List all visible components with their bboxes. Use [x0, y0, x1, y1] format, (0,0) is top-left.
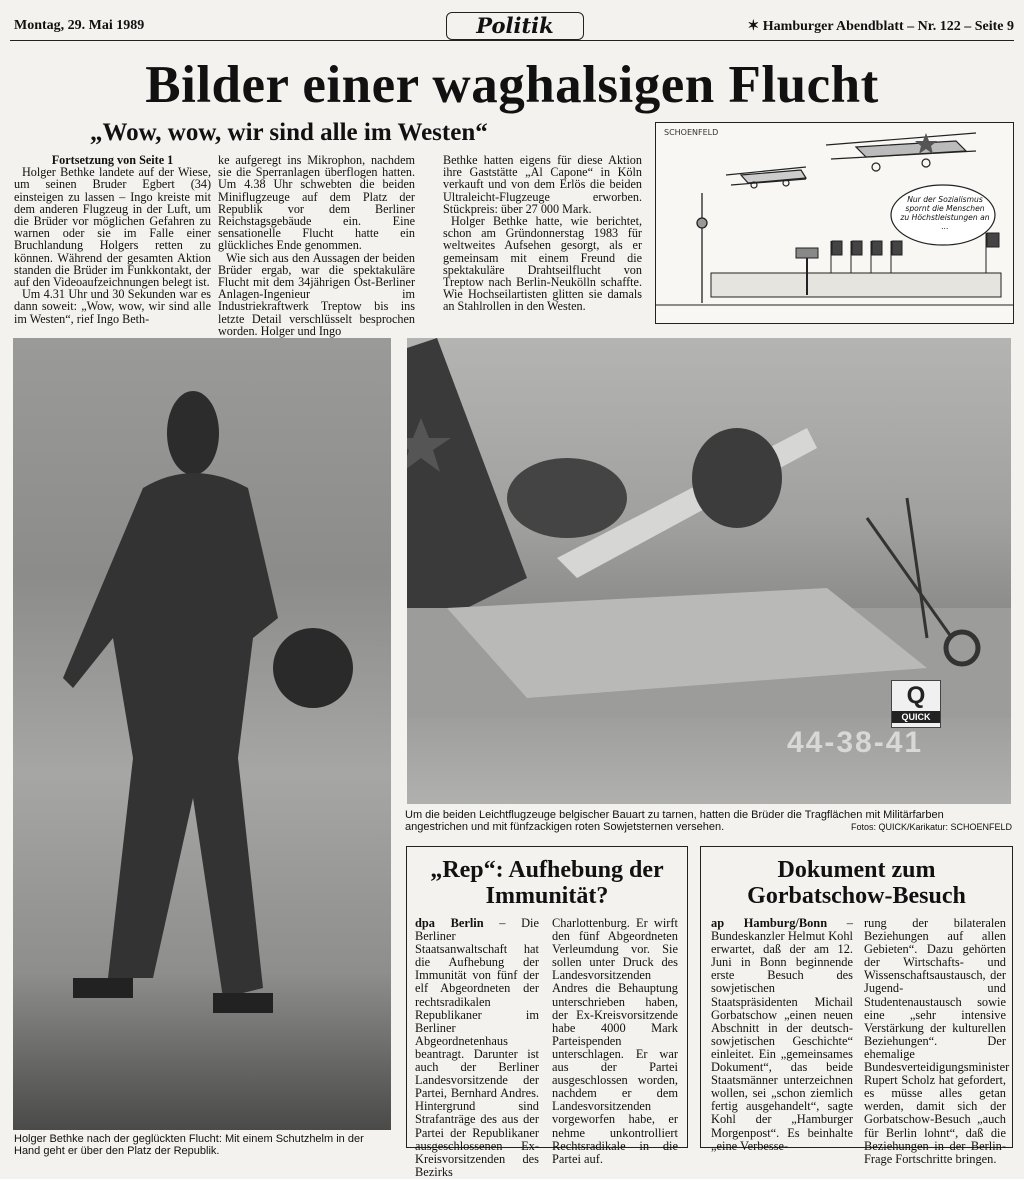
subheadline: „Wow, wow, wir sind alle im Westen“ [90, 119, 488, 146]
box-dok-column-1 [711, 917, 853, 1153]
dateline: ap Hamburg/Bonn [711, 916, 828, 930]
article-column-3 [443, 154, 642, 313]
photo-holger-bethke [13, 338, 391, 1130]
paragraph: Charlottenburg. Er wirft den fünf Abgeordneten Verleumdung vor. Sie sollen unter Druck des Landesvorsitzenden Andres die Behauptung unterschrieben haben, der Ex-Kreisvorsitzende habe 4000 Mark Parteispenden unterschlagen. Er war aus der Partei ausgeschlossen worden, nachdem er dem Landesvorsitzenden vorgeworfen habe, er nehme unkontrolliert Rechtsradikale in die Partei auf. [552, 916, 678, 1166]
article-column-1 [14, 154, 211, 325]
paper-info: ✶ Hamburger Abendblatt – Nr. 122 – Seite 9 [747, 19, 1014, 34]
article-box-rep [406, 846, 688, 1179]
quick-logo-text: QUICK [892, 711, 940, 723]
box-rep-column-2 [552, 917, 678, 1166]
biplane-icon [826, 133, 976, 171]
paragraph: – Bundeskanzler Helmut Kohl erwartet, daß der am 12. Juni in Bonn beginnende erste Besuch des sowjetischen Staatspräsidenten Michail Gorbatschow „einen neuen Abschnitt in der deutsch-sowjetischen Geschichte“ einleitet. Ein „gemeinsames Dokument“, das beide Staatsmänner unterzeichnen wollen, sei „schon ziemlich fertig ausgehandelt“, sagte Kohl der „Hamburger Morgenpost“. Es beinhalte „eine Verbesse- [711, 916, 853, 1153]
right-photo-caption: Um die beiden Leichtflugzeuge belgischer Bauart zu tarnen, hatten die Brüder die Tragflächen mit Militärfarben angestrichen und mit fünfzackigen roten Sowjetsternen versehen. [405, 809, 944, 833]
headline: Bilder einer waghalsigen Flucht [145, 56, 879, 114]
article-box-dokument [700, 846, 1013, 1166]
dateline: dpa Berlin [415, 916, 484, 930]
box-dok-title: Dokument zum Gorbatschow-Besuch [747, 857, 966, 909]
continuation-note: Fortsetzung von Seite 1 [51, 153, 174, 167]
person-silhouette [13, 338, 391, 1130]
paragraph: rung der bilateralen Beziehungen auf allen Gebieten“. Dazu gehörten der Wirtschafts- und Wissenschaftsaustausch, der Jugend- und Studentenaustausch sowie eine „sehr intensive Verstärkung der kulturellen Beziehungen“. Der ehemalige Bundesverteidigungsminister Rupert Scholz hat gefordert, es müsse alles getan werden, damit sich der Gorbatschow-Besuch „auch für Berlin lohnt“, daß die Beziehungen in der Berlin-Frage Fortschritte bringen. [864, 916, 1010, 1166]
paragraph: Um 4.31 Uhr und 30 Sekunden war es dann soweit: „Wow, wow, wir sind alle im Westen“, rief Ingo Beth- [14, 287, 211, 326]
aircraft-registration: 44-38-41 [787, 726, 924, 759]
paragraph: Holger Bethke hatte, wie berichtet, schon am Gründonnerstag 1983 für weltweites Aufsehen gesorgt, als er gemeinsam mit einem Freund die spektakuläre Drahtseilflucht von Treptow nach Berlin-Neukölln schaffte. Wie Hochseilartisten glitten sie damals an Stahlrollen in den Westen. [443, 214, 642, 314]
cartoon-drawing [656, 123, 1013, 323]
cartoon-signature: SCHOENFELD [664, 128, 719, 137]
box-rep-title: „Rep“: Aufhebung der Immunität? [430, 857, 664, 909]
building-icon [711, 273, 1001, 297]
paragraph: Bethke hatten eigens für diese Aktion ihre Gaststätte „Al Capone“ in Köln verkauft und von dem Erlös die beiden Ultraleicht-Flugzeuge erworben. Stückpreis: über 27 000 Mark. [443, 153, 642, 216]
paragraph: – Die Berliner Staatsanwaltschaft hat die Aufhebung der Immunität von fünf der elf Abgeordneten der rechtsradikalen Republikaner im Berliner Abgeordnetenhaus beantragt. Darunter ist auch der Berliner Landesvorsitzende der Partei, Bernhard Andres. Hintergrund sind Strafanträge des aus der Partei der Republikaner ausgeschlossenen Ex-Kreisvorsitzenden des Bezirks [415, 916, 539, 1179]
article-column-2 [218, 154, 415, 337]
issue-date: Montag, 29. Mai 1989 [14, 18, 145, 33]
box-rep-column-1 [415, 917, 539, 1179]
section-label: Politik [446, 12, 584, 40]
watchtower-icon [796, 248, 818, 258]
photo-credit: Fotos: QUICK/Karikatur: SCHOENFELD [850, 822, 1012, 832]
tv-tower-icon [697, 193, 707, 303]
box-dok-column-2 [864, 916, 1010, 1166]
header-rule [10, 40, 1014, 41]
photo-aircraft [407, 338, 1011, 804]
quick-logo [891, 680, 941, 728]
paragraph: ke aufgeregt ins Mikrophon, nachdem sie die Sperranlagen überflogen hatten. Um 4.38 Uhr schwebten die beiden Miniflugzeuge auf dem Platz der Republik vor dem Berliner Reichstagsgebäude ein. Eine sensationelle Flucht hatte ein glückliches Ende genommen. [218, 153, 415, 253]
left-photo-caption: Holger Bethke nach der geglückten Flucht: Mit einem Schutzhelm in der Hand geht er über den Platz der Republik. [14, 1133, 364, 1157]
cartoon-speech: Nur der Sozialismus spornt die Menschen zu Höchstleistungen an ... [900, 195, 990, 231]
paragraph: Holger Bethke landete auf der Wiese, um seinen Bruder Egbert (34) einsteigen zu lassen – Ingo kreiste mit dem anderen Flugzeug in der Luft, um die Brüder vor möglichen Gefahren zu warnen oder sie im Falle einer Bruchlandung Holgers retten zu können. Während der gesamten Aktion standen die Brüder im Funkkontakt, der auf den Videoaufzeichnungen belegt ist. [14, 165, 211, 290]
cartoon [655, 122, 1014, 324]
paragraph: Wie sich aus den Aussagen der beiden Brüder ergab, war die spektakuläre Flucht mit dem 34jährigen Ost-Berliner Anlagen-Ingenieur im Industriekraftwerk Treptow bis ins letzte Detail verschlüsselt besprochen worden. Holger und Ingo [218, 250, 415, 338]
biplane-icon [726, 167, 806, 188]
quick-logo-letter: Q [906, 682, 926, 709]
